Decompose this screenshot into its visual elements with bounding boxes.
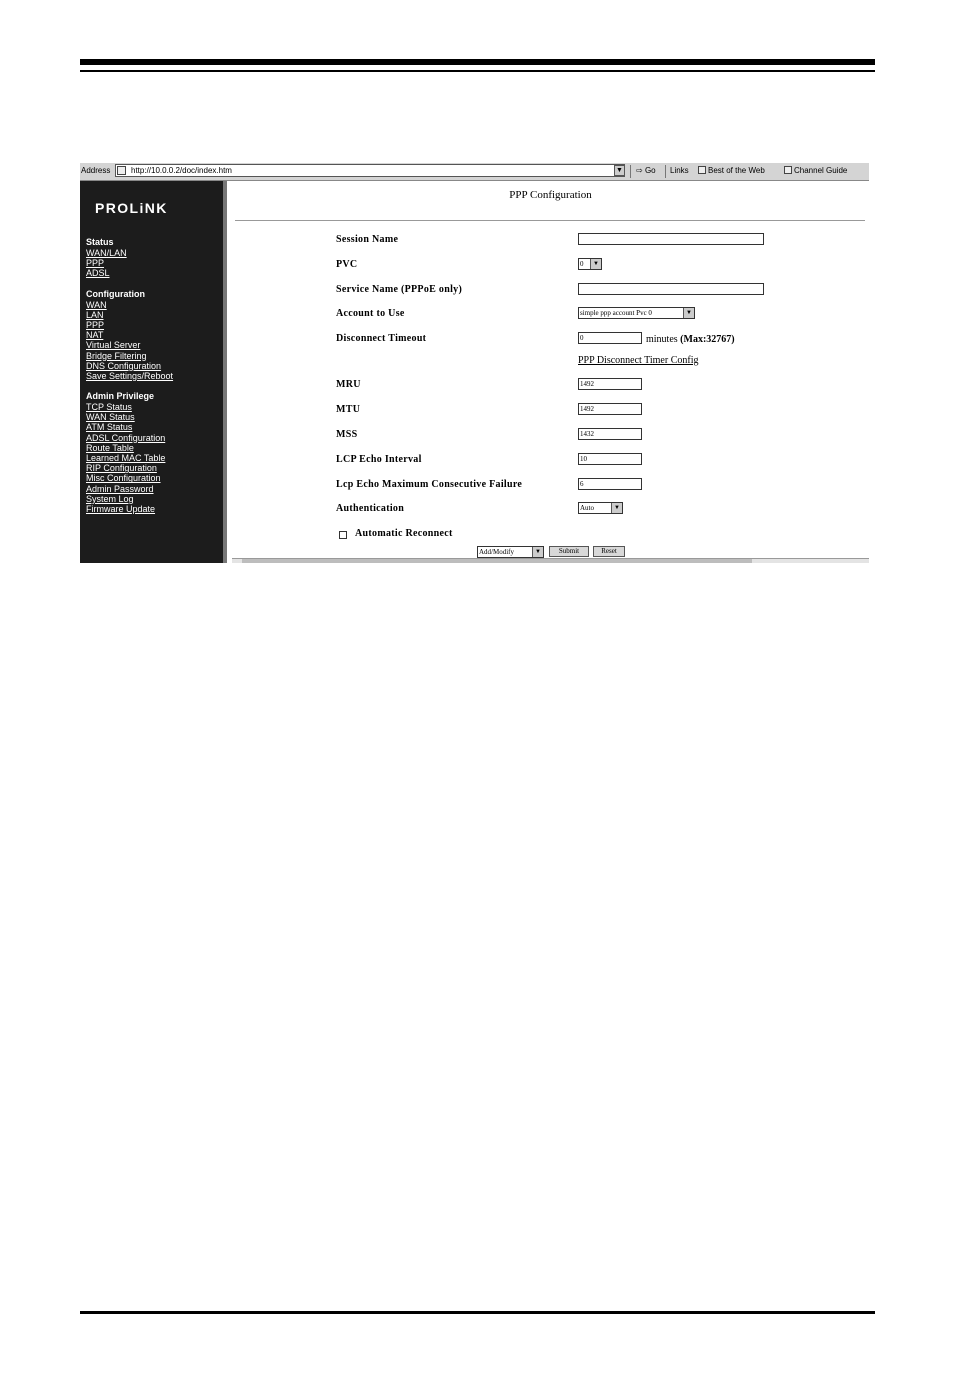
nav-link-rip-configuration[interactable]: RIP Configuration	[86, 463, 157, 474]
chevron-down-icon: ▼	[532, 547, 543, 557]
session-name-input[interactable]	[578, 233, 764, 245]
nav-link-save-settings[interactable]: Save Settings/Reboot	[86, 370, 174, 381]
favorite-page-icon	[784, 166, 792, 174]
go-arrow-icon: ⇨	[636, 166, 643, 175]
session-name-label: Session Name	[336, 234, 399, 245]
ppp-config-panel	[232, 181, 869, 563]
nav-link-admin-password[interactable]: Admin Password	[86, 483, 154, 494]
nav-link-system-log[interactable]: System Log	[86, 493, 134, 504]
mru-input[interactable]: 1492	[578, 378, 642, 390]
submit-button[interactable]: Submit	[549, 546, 589, 557]
nav-link-firmware-update[interactable]: Firmware Update	[86, 503, 156, 514]
chevron-down-icon: ▼	[683, 308, 694, 318]
pvc-select[interactable]	[578, 258, 602, 270]
lcp-echo-interval-input[interactable]: 10	[578, 453, 642, 465]
address-label: Address	[81, 166, 111, 175]
mtu-label: MTU	[336, 404, 361, 415]
pvc-select-value: 0	[580, 260, 584, 268]
footer-rule	[80, 1311, 875, 1314]
sidebar-nav	[86, 237, 221, 514]
pvc-label: PVC	[336, 259, 358, 270]
page-title: PPP Configuration	[509, 189, 592, 201]
channel-guide-link[interactable]	[784, 166, 847, 175]
nav-link-virtual-server[interactable]: Virtual Server	[86, 340, 141, 351]
frame-divider[interactable]	[223, 181, 227, 563]
nav-link-dns-configuration[interactable]: DNS Configuration	[86, 360, 162, 371]
channel-guide-label: Channel Guide	[794, 166, 848, 175]
lcp-echo-failure-label: Lcp Echo Maximum Consecutive Failure	[336, 479, 523, 490]
page-icon	[117, 166, 126, 175]
address-dropdown-icon[interactable]: ▼	[614, 165, 625, 176]
title-divider	[235, 220, 865, 221]
auto-reconnect-checkbox[interactable]	[339, 531, 347, 539]
nav-link-route-table[interactable]: Route Table	[86, 442, 134, 453]
authentication-label: Authentication	[336, 503, 405, 514]
address-url: http://10.0.0.2/doc/index.htm	[131, 166, 232, 175]
nav-link-ppp[interactable]: PPP	[86, 319, 105, 330]
browser-screenshot	[80, 163, 869, 563]
nav-link-wan[interactable]: WAN	[86, 299, 107, 310]
disconnect-timeout-input[interactable]: 0	[578, 332, 642, 344]
nav-link-wan-lan[interactable]: WAN/LAN	[86, 248, 127, 258]
sidebar	[80, 181, 223, 563]
authentication-select[interactable]	[578, 502, 623, 514]
header-rule-thin	[80, 70, 875, 72]
timeout-units	[646, 334, 735, 345]
nav-link-atm-status[interactable]: ATM Status	[86, 422, 133, 433]
mtu-input[interactable]: 1492	[578, 403, 642, 415]
links-label[interactable]: Links	[670, 166, 689, 175]
auto-reconnect-label: Automatic Reconnect	[355, 528, 453, 539]
nav-link-bridge-filtering[interactable]: Bridge Filtering	[86, 350, 147, 361]
account-label: Account to Use	[336, 308, 405, 319]
action-select-value: Add/Modify	[479, 548, 514, 556]
mru-label: MRU	[336, 379, 361, 390]
nav-section-admin: Admin Privilege	[86, 391, 155, 402]
lcp-echo-failure-input[interactable]: 6	[578, 478, 642, 490]
go-label: Go	[644, 166, 656, 175]
nav-link-lan[interactable]: LAN	[86, 309, 104, 320]
nav-link-learned-mac-table[interactable]: Learned MAC Table	[86, 453, 166, 463]
toolbar-separator	[665, 165, 666, 178]
mss-input[interactable]: 1432	[578, 428, 642, 440]
mss-label: MSS	[336, 429, 358, 440]
lcp-echo-interval-label: LCP Echo Interval	[336, 454, 422, 465]
disconnect-timeout-label: Disconnect Timeout	[336, 333, 427, 344]
prolink-logo: PROLiNK	[95, 200, 168, 216]
nav-section-status: Status	[86, 237, 114, 247]
header-rule-thick	[80, 59, 875, 65]
authentication-select-value: Auto	[580, 504, 594, 512]
toolbar-separator	[630, 165, 631, 178]
best-of-web-link[interactable]	[698, 166, 765, 175]
chevron-down-icon: ▼	[611, 503, 622, 513]
nav-link-tcp-status[interactable]: TCP Status	[86, 402, 132, 413]
service-name-input[interactable]	[578, 283, 764, 295]
max-text: (Max:32767)	[680, 334, 735, 345]
nav-section-configuration: Configuration	[86, 288, 145, 299]
account-select[interactable]	[578, 307, 695, 319]
horizontal-scrollbar[interactable]	[232, 558, 869, 563]
best-of-web-label: Best of the Web	[708, 166, 765, 175]
ppp-disconnect-timer-link[interactable]: PPP Disconnect Timer Config	[578, 355, 699, 366]
reset-button[interactable]: Reset	[593, 546, 625, 557]
go-button[interactable]	[636, 166, 656, 175]
favorite-page-icon	[698, 166, 706, 174]
nav-link-wan-status[interactable]: WAN Status	[86, 412, 135, 423]
nav-link-adsl[interactable]: ADSL	[86, 268, 110, 279]
scrollbar-thumb[interactable]	[242, 559, 752, 563]
account-select-value: simple ppp account Pvc 0	[580, 309, 652, 317]
action-select[interactable]	[477, 546, 544, 558]
chevron-down-icon: ▼	[590, 259, 601, 269]
nav-link-nat[interactable]: NAT	[86, 330, 104, 341]
address-bar	[80, 163, 869, 181]
nav-link-ppp-status[interactable]: PPP	[86, 258, 105, 269]
nav-link-adsl-configuration[interactable]: ADSL Configuration	[86, 432, 166, 443]
minutes-text: minutes	[646, 334, 678, 345]
service-name-label: Service Name (PPPoE only)	[336, 284, 463, 295]
address-input[interactable]	[115, 164, 625, 177]
nav-link-misc-configuration[interactable]: Misc Configuration	[86, 473, 161, 484]
